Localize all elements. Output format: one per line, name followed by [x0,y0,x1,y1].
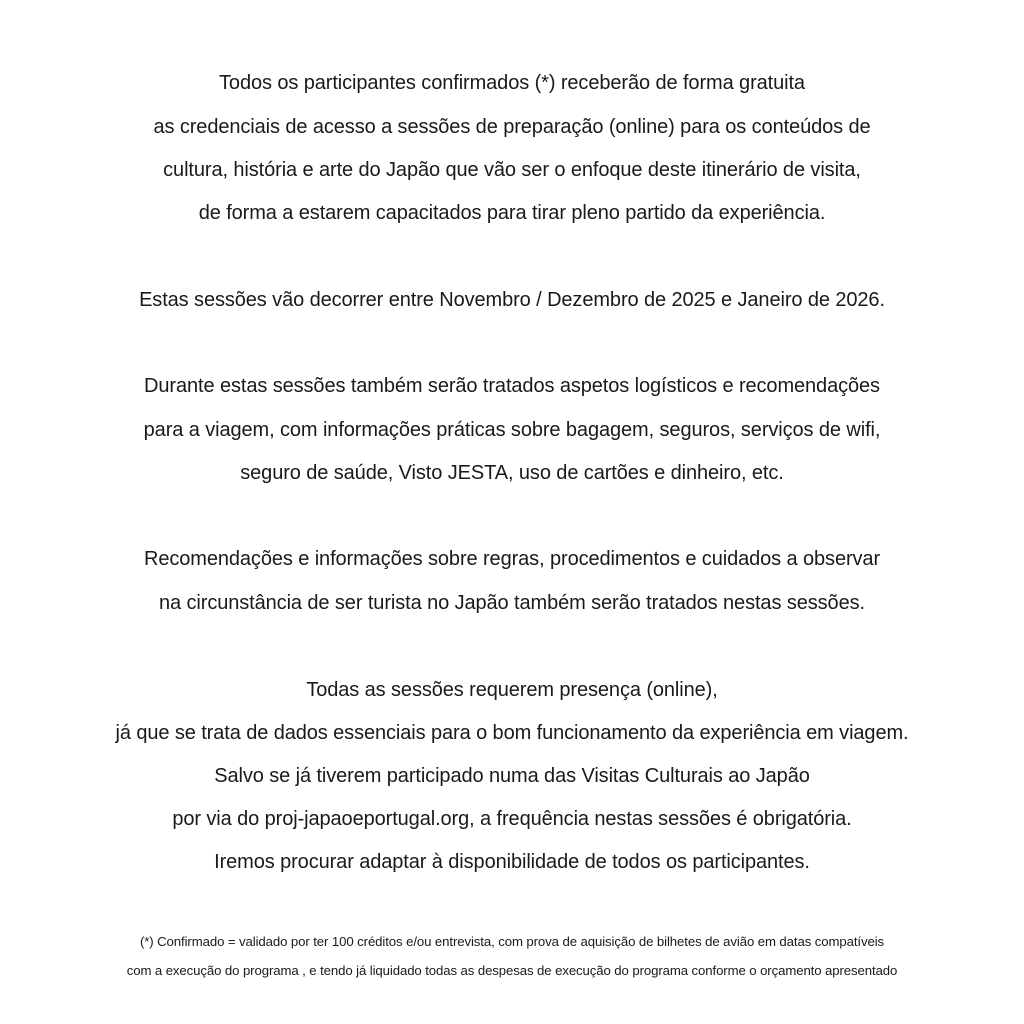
paragraph-line: Durante estas sessões também serão tratados aspetos logísticos e recomendações [144,375,880,397]
paragraph-line: Recomendações e informações sobre regras, procedimentos e cuidados a observar [143,548,881,570]
paragraph-line: para a viagem, com informações práticas sobre bagagem, seguros, serviços de wifi, [143,419,881,441]
paragraph-line: na circunstância de ser turista no Japão também serão tratados nestas sessões. [159,592,865,614]
paragraph-line: já que se trata de dados essenciais para o bom funcionamento da experiência em viagem. [115,722,909,744]
paragraph-line: seguro de saúde, Visto JESTA, uso de cartões e dinheiro, etc. [240,462,784,484]
paragraph-line: as credenciais de acesso a sessões de preparação (online) para os conteúdos de [153,116,871,138]
paragraph-line: Salvo se já tiverem participado numa das Visitas Culturais ao Japão [214,765,810,787]
paragraph-line: Iremos procurar adaptar à disponibilidade de todos os participantes. [214,851,810,873]
paragraph-line: Estas sessões vão decorrer entre Novembro / Dezembro de 2025 e Janeiro de 2026. [139,289,885,311]
paragraph-line: cultura, história e arte do Japão que vão ser o enfoque deste itinerário de visita, [163,159,861,181]
footnote-line: com a execução do programa , e tendo já liquidado todas as despesas de execução do programa conforme o orçamento apresentado [126,963,898,978]
paragraph-line: de forma a estarem capacitados para tirar pleno partido da experiência. [198,202,826,224]
footnote-line: (*) Confirmado = validado por ter 100 créditos e/ou entrevista, com prova de aquisição de bilhetes de avião em datas compatíveis [139,934,885,949]
paragraph-line: Todas as sessões requerem presença (online), [306,679,718,701]
paragraph-line: Todos os participantes confirmados (*) receberão de forma gratuita [219,72,805,94]
paragraph-line: por via do proj-japaoeportugal.org, a frequência nestas sessões é obrigatória. [172,808,852,830]
